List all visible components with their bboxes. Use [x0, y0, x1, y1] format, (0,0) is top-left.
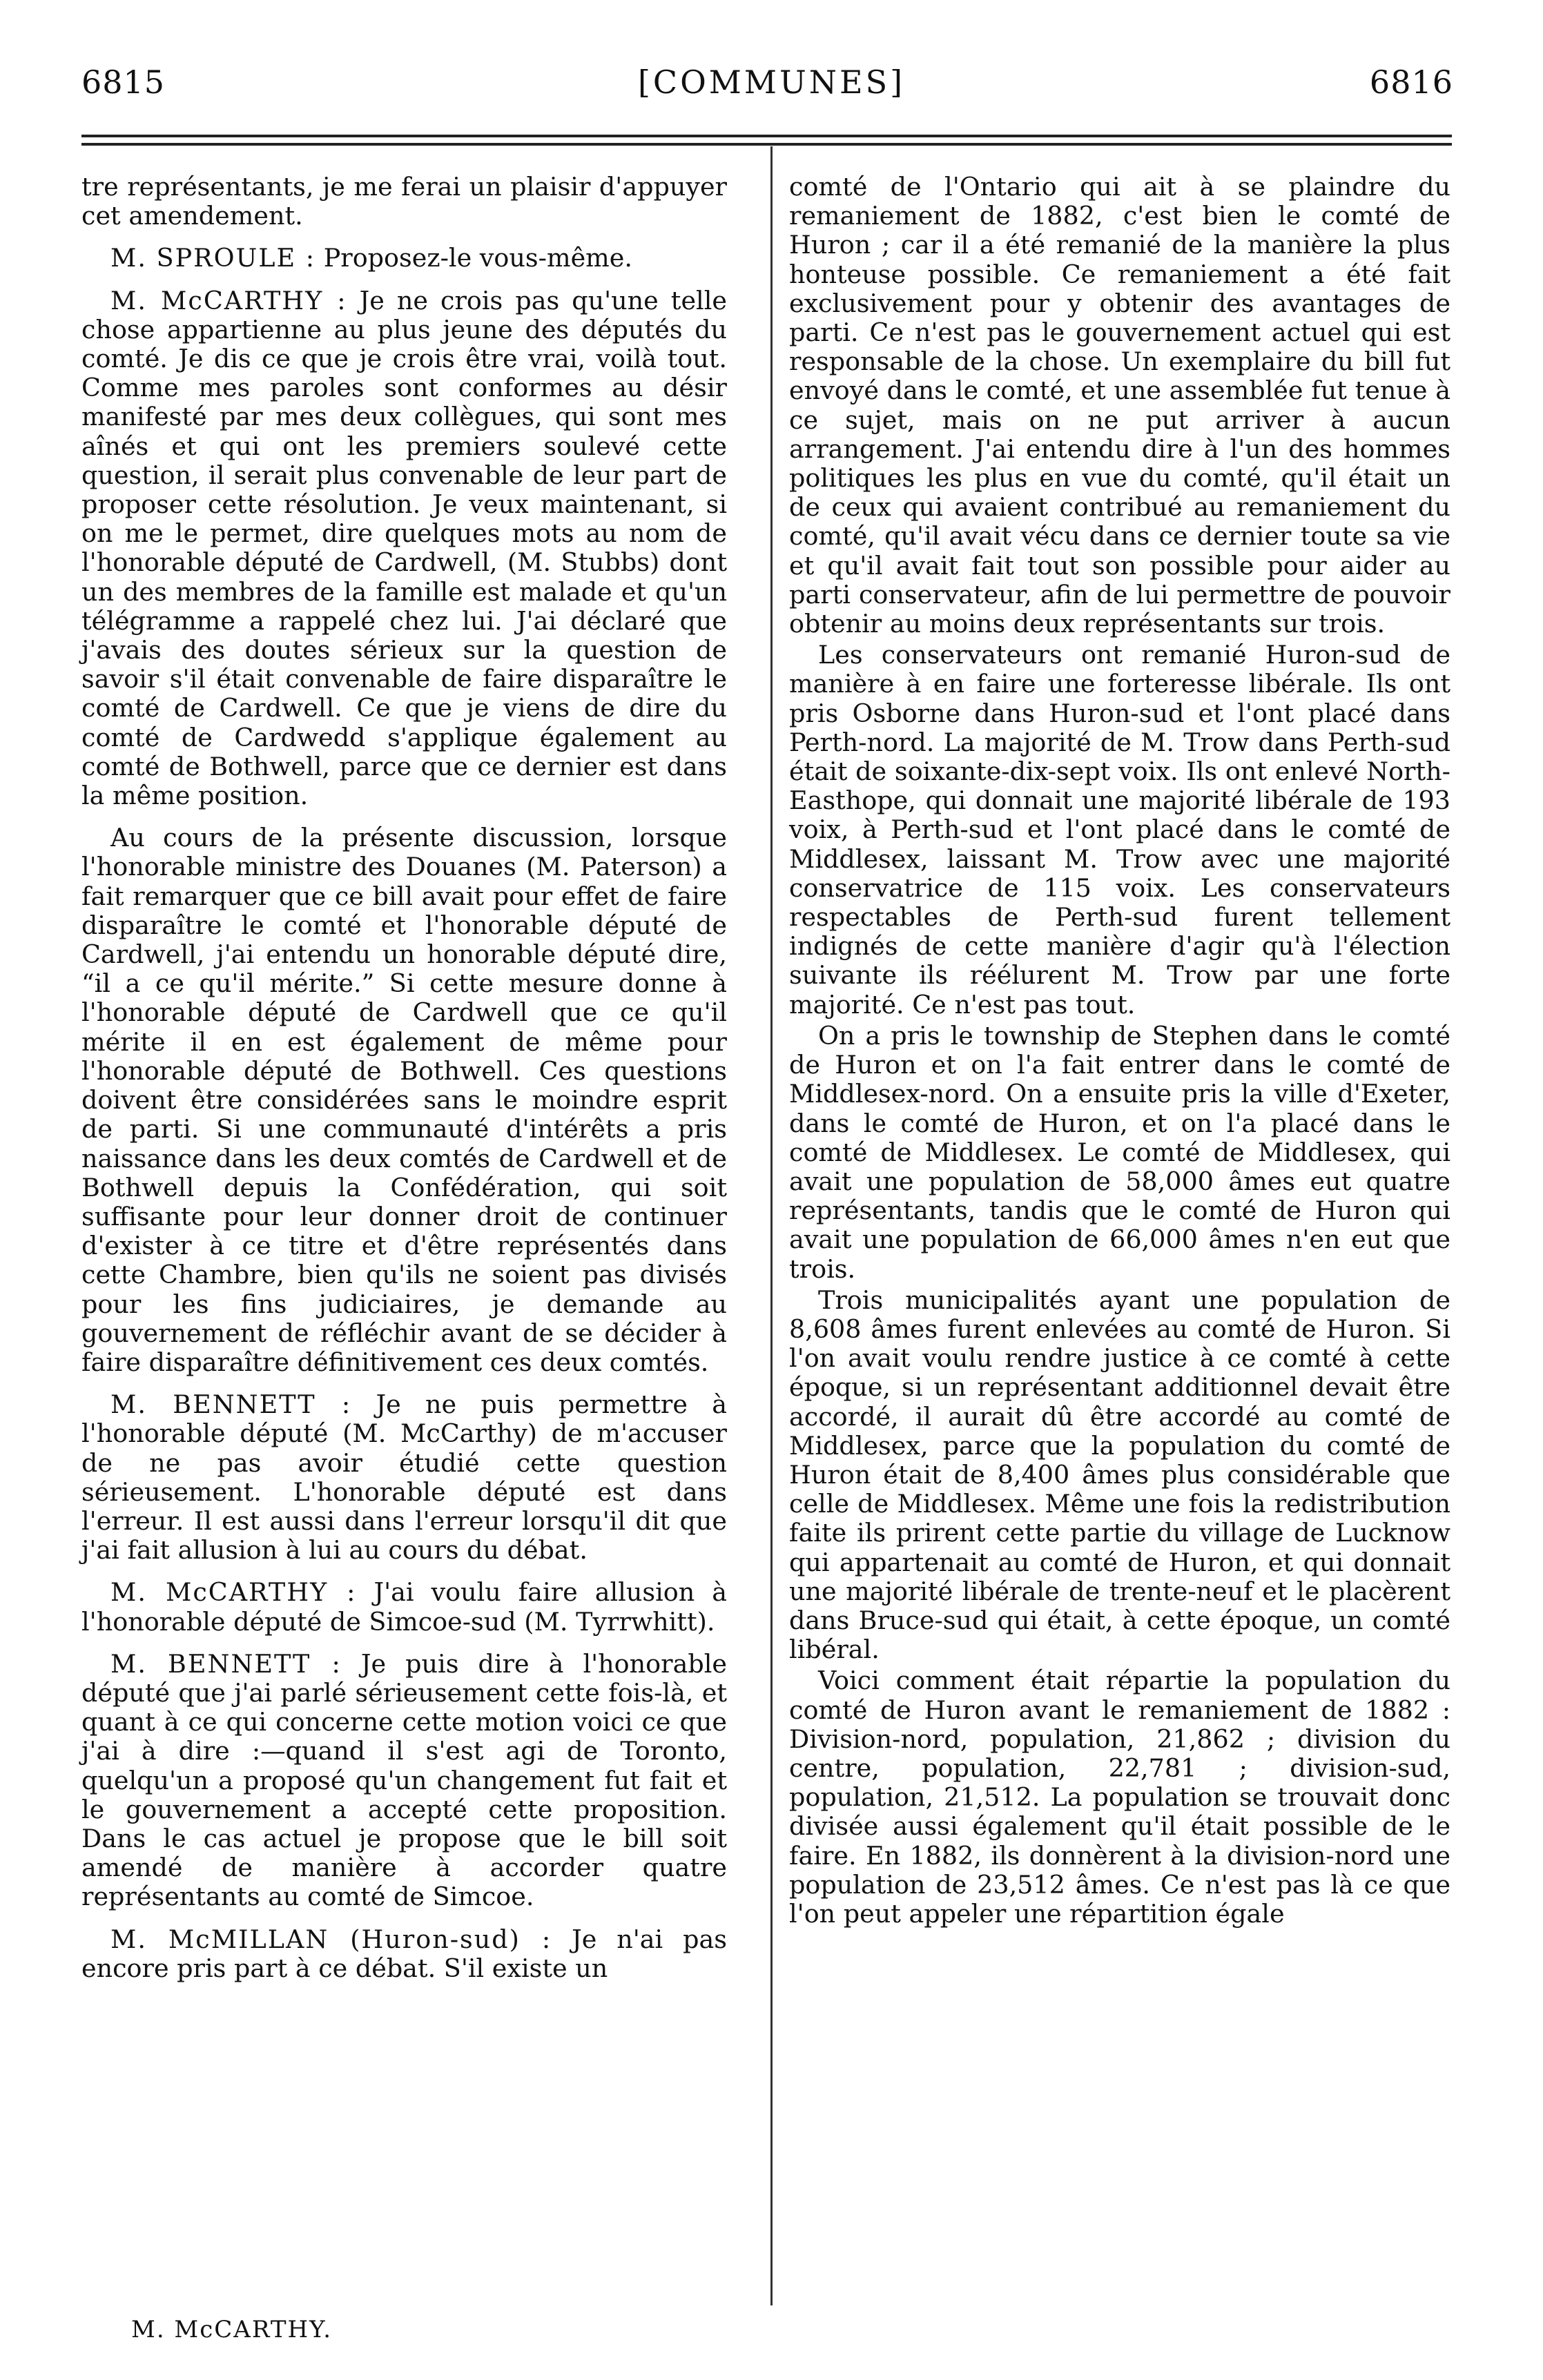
header-rule-bottom [81, 143, 1452, 146]
paragraph [81, 1390, 727, 1565]
paragraph-text: Je puis dire à l'honorable député que j'ai parlé sérieusement cette fois-là, et quant à ce qui concerne cette motion voici ce que j'ai à dire :—quand il s'est agi de Toronto, quelqu'un a proposé qu'un changement fut fait et le gouvernement a accepté cette proposition. Dans le cas actuel je propose que le bill soit amendé de manière à accorder quatre représentants au comté de Simcoe. [81, 1648, 727, 1912]
page-footer-catchword: M. McCARTHY. [131, 2316, 333, 2343]
paragraph-text: Je ne puis permettre à l'honorable député (M. McCarthy) de m'accuser de ne pas avoir étudié cette question sérieusement. L'honorable député est dans l'erreur. Il est aussi dans l'erreur lorsqu'il dit que j'ai fait allusion à lui au cours du débat. [81, 1389, 727, 1565]
paragraph [81, 1650, 727, 1912]
paragraph-text: Je n'ai pas encore pris part à ce débat. S'il existe un [81, 1924, 727, 1983]
paragraph [81, 823, 727, 1377]
page-title: [COMMUNES] [637, 64, 906, 101]
paragraph: On a pris le township de Stephen dans le comté de Huron et on l'a fait entrer dans le comté de Middlesex-nord. On a ensuite pris la ville d'Exeter, dans le comté de Huron, et on l'a placé dans le comté de Middlesex. Le comté de Middlesex, qui avait une population de 58,000 âmes eut quatre représentants, tandis que le comté de Huron qui avait une population de 66,000 âmes n'en eut que trois. [789, 1020, 1450, 1284]
speaker-name: M. SPROULE : [110, 243, 316, 273]
speaker-name: M. BENNETT : [110, 1648, 342, 1679]
column-divider [770, 146, 773, 2305]
paragraph: comté de l'Ontario qui ait à se plaindre du remaniement de 1882, c'est bien le comté de Huron ; car il a été remanié de la manière la plus honteuse possible. Ce remaniement a été fait exclusivement pour y obtenir des avantages de parti. Ce n'est pas le gouvernement actuel qui est responsable de la chose. Un exemplaire du bill fut envoyé dans le comté, et une assemblée fut tenue à ce sujet, mais on ne put arriver à aucun arrangement. J'ai entendu dire à l'un des hommes politiques les plus en vue du comté, qu'il était un de ceux qui avaient contribué au remaniement du comté, qu'il avait vécu dans ce dernier toute sa vie et qu'il avait fait tout son possible pour aider au parti conservateur, afin de lui permettre de pouvoir obtenir au moins deux représentants sur trois. [789, 172, 1450, 639]
paragraph [81, 286, 727, 811]
speaker-name: M. McCARTHY : [110, 1577, 357, 1608]
paragraph-text: tre représentants, je me ferai un plaisir d'appuyer cet amendement. [81, 172, 727, 231]
paragraph [81, 244, 727, 273]
paragraph [81, 1925, 727, 1983]
page-number-right: 6816 [1369, 64, 1453, 101]
paragraph-text: Au cours de la présente discussion, lorsque l'honorable ministre des Douanes (M. Paterson) a fait remarquer que ce bill avait pour effet de faire disparaître le comté et l'honorable député de Cardwell, j'ai entendu un honorable député dire, “il a ce qu'il mérite.” Si cette mesure donne à l'honorable député de Cardwell que ce qu'il mérite il en est également de même pour l'honorable député de Bothwell. Ces questions doivent être considérées sans le moindre esprit de parti. Si une communauté d'intérêts a pris naissance dans les deux comtés de Cardwell et de Bothwell depuis la Confédération, qui soit suffisante pour leur donner droit de continuer d'exister à ce titre et d'être représentés dans cette Chambre, bien qu'ils ne soient pas divisés pour les fins judiciaires, je demande au gouvernement de réfléchir avant de se décider à faire disparaître définitivement ces deux comtés. [81, 823, 727, 1377]
paragraph [81, 173, 727, 231]
paragraph-text: Je ne crois pas qu'une telle chose appartienne au plus jeune des députés du comté. Je dis ce que je crois être vrai, voilà tout. Comme mes paroles sont conformes au désir manifesté par mes deux collègues, qui sont mes aînés et qui ont les premiers soulevé cette question, il serait plus convenable de leur part de proposer cette résolution. Je veux maintenant, si on me le permet, dire quelques mots au nom de l'honorable député de Cardwell, (M. Stubbs) dont un des membres de la famille est malade et qu'un télégramme a rappelé chez lui. J'ai déclaré que j'avais des doutes sérieux sur la question de savoir s'il était convenable de faire disparaître le comté de Cardwell. Ce que je viens de dire du comté de Cardwedd s'applique également au comté de Bothwell, parce que ce dernier est dans la même position. [81, 285, 727, 811]
right-column [789, 173, 1450, 1931]
header-rule-top [81, 135, 1452, 137]
page-header [0, 0, 1543, 131]
speaker-name: M. BENNETT : [110, 1389, 352, 1420]
paragraph: Voici comment était répartie la population du comté de Huron avant le remaniement de 1882 : Division-nord, population, 21,862 ; division du centre, population, 22,781 ; division-sud, population, 21,512. La population se trouvait donc divisée aussi également qu'il était possible de le faire. En 1882, ils donnèrent à la division-nord une population de 23,512 âmes. Ce n'est pas là ce que l'on peut appeler une répartition égale [789, 1666, 1450, 1929]
paragraph [81, 1578, 727, 1636]
page-number-left: 6815 [81, 64, 166, 101]
speaker-name: M. McCARTHY : [110, 285, 347, 315]
paragraph: Les conservateurs ont remanié Huron-sud de manière à en faire une forteresse libérale. Ils ont pris Osborne dans Huron-sud et l'ont placé dans Perth-nord. La majorité de M. Trow dans Perth-sud était de soixante-dix-sept voix. Ils ont enlevé North-Easthope, qui donnait une majorité libérale de 193 voix, à Perth-sud et l'ont placé dans le comté de Middlesex, laissant M. Trow avec une majorité conservatrice de 115 voix. Les conservateurs respectables de Perth-sud furent tellement indignés de cette manière d'agir qu'à l'élection suivante ils réélurent M. Trow par une forte majorité. Ce n'est pas tout. [789, 640, 1450, 1020]
left-column [81, 173, 727, 1996]
speaker-name: M. McMILLAN (Huron-sud) : [110, 1924, 552, 1954]
paragraph-text: Proposez-le vous-même. [323, 243, 632, 273]
paragraph: Trois municipalités ayant une population de 8,608 âmes furent enlevées au comté de Huron. Si l'on avait voulu rendre justice à ce comté à cette époque, si un représentant additionnel devait être accordé, il aurait dû être accordé au comté de Middlesex, parce que la population du comté de Huron était de 8,400 âmes plus considérable que celle de Middlesex. Même une fois la redistribution faite ils prirent cette partie du village de Lucknow qui appartenait au comté de Huron, et qui donnait une majorité libérale de trente-neuf et le placèrent dans Bruce-sud qui était, à cette époque, un comté libéral. [789, 1285, 1450, 1665]
paragraph-text: J'ai voulu faire allusion à l'honorable député de Simcoe-sud (M. Tyrrwhitt). [81, 1577, 727, 1637]
